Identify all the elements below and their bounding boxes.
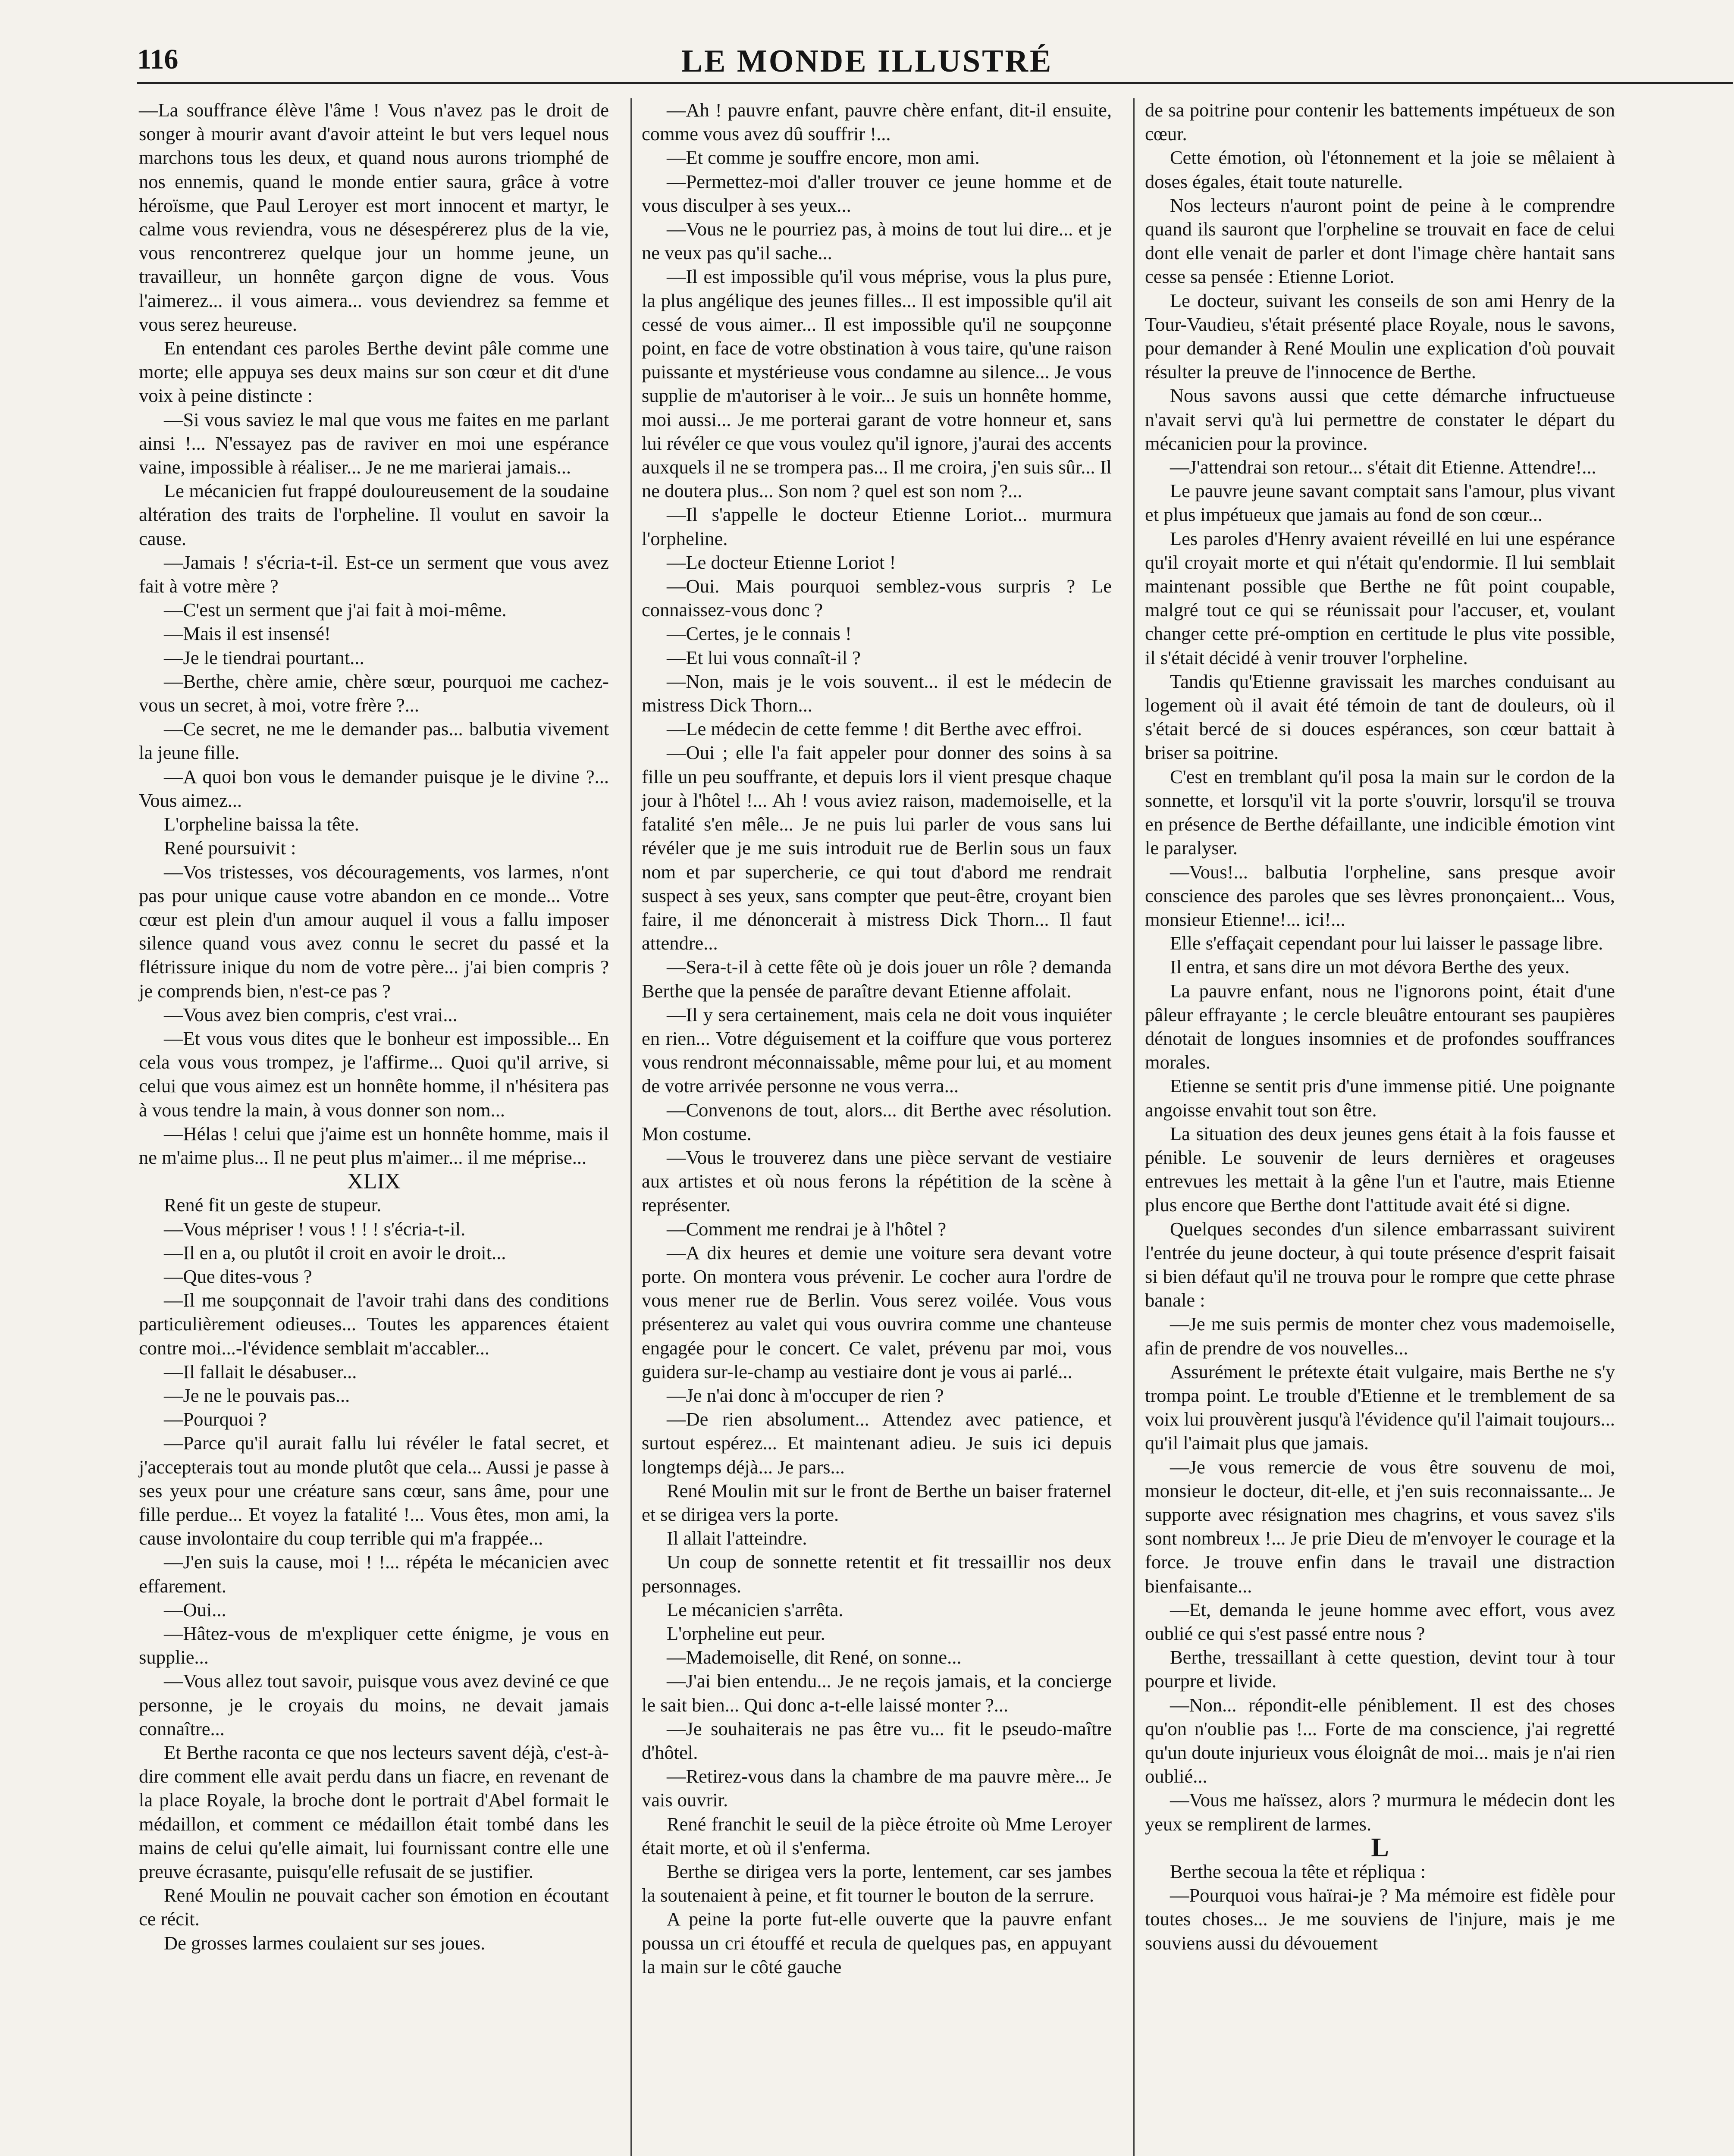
- paragraph: —Que dites-vous ?: [164, 1265, 312, 1287]
- paragraph: Un coup de sonnette retentit et fit tressaillir nos deux personnages.: [642, 1551, 1112, 1597]
- paragraph: —Vous me haïssez, alors ? murmura le médecin dont les yeux se remplirent de larmes.: [1145, 1789, 1615, 1835]
- paragraph: —Ce secret, ne me le demander pas... balbutia vivement la jeune fille.: [139, 718, 609, 764]
- paragraph: René Moulin mit sur le front de Berthe un baiser fraternel et se dirigea vers la porte.: [642, 1479, 1112, 1525]
- paragraph: —Vous avez bien compris, c'est vrai...: [164, 1003, 458, 1025]
- paragraph: —Oui. Mais pourquoi semblez-vous surpris ? Le connaissez-vous donc ?: [642, 575, 1112, 621]
- column-rule: [1133, 98, 1135, 2156]
- paragraph: L'orpheline baissa la tête.: [164, 813, 359, 835]
- paragraph: De grosses larmes coulaient sur ses joues.: [164, 1932, 486, 1954]
- paragraph: —Vous allez tout savoir, puisque vous avez deviné ce que personne, je le croyais du moins, ne devait jamais connaître...: [139, 1670, 609, 1739]
- paragraph: L'orpheline eut peur.: [667, 1623, 825, 1644]
- paragraph: —Vos tristesses, vos découragements, vos larmes, n'ont pas pour unique cause votre abandon en ce monde... Votre cœur est plein d'un amour auquel il vous a fallu imposer silence quand vous avez connu le secret du passé et la flétrissure inique du nom de votre père... j'ai bien compris ? je comprends bien, n'est-ce pas ?: [139, 861, 609, 1002]
- paragraph: Il entra, et sans dire un mot dévora Berthe des yeux.: [1170, 956, 1570, 978]
- paragraph: Berthe, tressaillant à cette question, devint tour à tour pourpre et livide.: [1145, 1646, 1615, 1692]
- paragraph: —J'ai bien entendu... Je ne reçois jamais, et la concierge le sait bien... Qui donc a-t-elle laissé monter ?...: [642, 1670, 1112, 1716]
- paragraph: —Je me suis permis de monter chez vous mademoiselle, afin de prendre de vos nouvelles...: [1145, 1313, 1615, 1359]
- paragraph: René Moulin ne pouvait cacher son émotion en écoutant ce récit.: [139, 1884, 609, 1930]
- paragraph: —Et vous vous dites que le bonheur est impossible... En cela vous vous trompez, je l'affirme... Quoi qu'il arrive, si celui que vous aimez est un honnête homme, il n'hésitera pas à vous tendre la main, à vous donner son nom...: [139, 1027, 609, 1121]
- paragraph: —Il en a, ou plutôt il croit en avoir le droit...: [164, 1241, 506, 1263]
- paragraph: —Certes, je le connais !: [667, 623, 852, 645]
- paragraph: —Il fallait le désabuser...: [164, 1360, 357, 1382]
- paragraph: —Parce qu'il aurait fallu lui révéler le fatal secret, et j'accepterais tout au monde plutôt que cela... Aussi je passe à ses yeux pour une créature sans cœur, sans âme, pour une fille perdue... Et voyez la fatalité !... Vous êtes, mon ami, la cause involontaire du coup terrible qui m'a frappée...: [139, 1432, 609, 1549]
- chapter-heading: XLIX: [347, 1169, 401, 1194]
- paragraph: —Non... répondit-elle péniblement. Il est des choses qu'on n'oublie pas !... Forte de ma conscience, j'ai regretté qu'un doute injurieux vous éloignât de moi... mais je n'ai rien oublié...: [1145, 1694, 1615, 1787]
- paragraph: —Si vous saviez le mal que vous me faites en me parlant ainsi !... N'essayez pas de raviver en moi une espérance vaine, impossible à réaliser... Je ne me marierai jamais...: [139, 408, 609, 478]
- column-right: [1145, 98, 1615, 1955]
- paragraph: René poursuivit :: [164, 837, 296, 859]
- paragraph: Le pauvre jeune savant comptait sans l'amour, plus vivant et plus impétueux que jamais au fond de son cœur...: [1145, 480, 1615, 526]
- paragraph: —Je souhaiterais ne pas être vu... fit le pseudo-maître d'hôtel.: [642, 1717, 1112, 1764]
- paragraph: —J'en suis la cause, moi ! !... répéta le mécanicien avec effarement.: [139, 1551, 609, 1597]
- paragraph: —Mais il est insensé!: [164, 623, 331, 645]
- paragraph: —Pourquoi vous haïrai-je ? Ma mémoire est fidèle pour toutes choses... Je me souviens de l'injure, mais je me souviens aussi du dévouement: [1145, 1884, 1615, 1954]
- paragraph: Berthe secoua la tête et répliqua :: [1170, 1861, 1426, 1883]
- paragraph: —De rien absolument... Attendez avec patience, et surtout espérez... Et maintenant adieu. Je suis ici depuis longtemps déjà... Je pars...: [642, 1408, 1112, 1478]
- paragraph: —Vous mépriser ! vous ! ! ! s'écria-t-il.: [164, 1218, 466, 1240]
- paragraph: —J'attendrai son retour... s'était dit Etienne. Attendre!...: [1170, 456, 1596, 478]
- paragraph: —A dix heures et demie une voiture sera devant votre porte. On montera vous prévenir. Le cocher aura l'ordre de vous mener rue de Berlin. Vous serez voilée. Vous vous présenterez au valet qui vous ouvrira comme une chanteuse engagée pour le concert. Ce valet, prévenu par moi, vous guidera sur-le-champ au vestiaire dont je vous ai parlé...: [642, 1241, 1112, 1382]
- paragraph: —Permettez-moi d'aller trouver ce jeune homme et de vous disculper à ses yeux...: [642, 170, 1112, 216]
- paragraph: —Convenons de tout, alors... dit Berthe avec résolution. Mon costume.: [642, 1099, 1112, 1144]
- paragraph: A peine la porte fut-elle ouverte que la pauvre enfant poussa un cri étouffé et recula de quelques pas, en appuyant la main sur le côté gauche: [642, 1908, 1112, 1977]
- paragraph: —Il me soupçonnait de l'avoir trahi dans des conditions particulièrement odieuses... Toutes les apparences étaient contre moi...-l'évidence semblait m'accabler...: [139, 1289, 609, 1359]
- paragraph: La situation des deux jeunes gens était à la fois fausse et pénible. Le souvenir de leurs dernières et orageuses entrevues les mettait à la gêne l'un et l'autre, mais Etienne plus encore que Berthe dont l'attitude avait été si digne.: [1145, 1122, 1615, 1216]
- paragraph: —Vous!... balbutia l'orpheline, sans presque avoir conscience des paroles que ses lèvres prononçaient... Vous, monsieur Etienne!... ici!...: [1145, 861, 1615, 930]
- paragraph: René franchit le seuil de la pièce étroite où Mme Leroyer était morte, et où il s'enferma.: [642, 1813, 1112, 1858]
- paragraph: —Je vous remercie de vous être souvenu de moi, monsieur le docteur, dit-elle, et j'en suis reconnaissante... Je supporte avec résignation mes chagrins, et vous savez s'ils sont nombreux !... Je prie Dieu de m'envoyer le courage et la force. Je trouve enfin dans le travail une distraction bienfaisante...: [1145, 1456, 1615, 1597]
- paragraph: Berthe se dirigea vers la porte, lentement, car ses jambes la soutenaient à peine, et fit tourner le bouton de la serrure.: [642, 1861, 1112, 1906]
- paragraph: —Le docteur Etienne Loriot !: [667, 551, 896, 573]
- paragraph: —Oui ; elle l'a fait appeler pour donner des soins à sa fille un peu souffrante, et depuis lors il vient presque chaque jour à l'hôtel !... Ah ! vous aviez raison, mademoiselle, et la fatalité s'en mêle... Je ne puis lui parler de vous sans lui révéler que je me suis introduit rue de Berlin sous un faux nom et par supercherie, ce qui tout d'abord me rendrait suspect à ses yeux, sans compter que peut-être, croyant bien faire, il me dénoncerait à mistress Dick Thorn... Il faut attendre...: [642, 742, 1112, 954]
- paragraph: Il allait l'atteindre.: [667, 1527, 807, 1549]
- paragraph: Quelques secondes d'un silence embarrassant suivirent l'entrée du jeune docteur, à qui toute présence d'esprit faisait si bien défaut qu'il ne trouva pour le rompre que cette phrase banale :: [1145, 1218, 1615, 1311]
- paragraph: Assurément le prétexte était vulgaire, mais Berthe ne s'y trompa point. Le trouble d'Etienne et le tremblement de sa voix lui prouvèrent jusqu'à l'évidence qu'il l'aimait toujours... qu'il l'aimait plus que jamais.: [1145, 1360, 1615, 1454]
- paragraph: —Mademoiselle, dit René, on sonne...: [667, 1646, 962, 1668]
- paragraph: Tandis qu'Etienne gravissait les marches conduisant au logement où il avait été témoin de tant de douleurs, où il s'était bercé de si douces espérances, son cœur battait à briser sa poitrine.: [1145, 670, 1615, 764]
- paragraph: —Comment me rendrai je à l'hôtel ?: [667, 1218, 947, 1240]
- paragraph: —La souffrance élève l'âme ! Vous n'avez pas le droit de songer à mourir avant d'avoir atteint le but vers lequel nous marchons tous les deux, et quand nous aurons triomphé de nos ennemis, quand le monde entier saura, grâce à votre héroïsme, que Paul Leroyer est mort innocent et martyr, le calme vous reviendra, vous ne désespérerez plus de la vie, vous rencontrerez quelque jour un homme jeune, un travailleur, un honnête garçon digne de vous. Vous l'aimerez... il vous aimera... vous deviendrez sa femme et vous serez heureuse.: [139, 99, 609, 335]
- paragraph: —Je n'ai donc à m'occuper de rien ?: [667, 1384, 944, 1406]
- paragraph: —Et lui vous connaît-il ?: [667, 646, 861, 668]
- paragraph: Nos lecteurs n'auront point de peine à le comprendre quand ils sauront que l'orpheline se trouvait en face de celui dont elle venait de parler et dont l'image chère hantait sans cesse sa pensée : Etienne Loriot.: [1145, 194, 1615, 288]
- column-rule: [630, 98, 632, 2156]
- column-left: [139, 98, 609, 1955]
- paragraph: —Berthe, chère amie, chère sœur, pourquoi me cachez-vous un secret, à moi, votre frère ?...: [139, 670, 609, 716]
- paragraph: —Oui...: [164, 1598, 226, 1620]
- paragraph: Nous savons aussi que cette démarche infructueuse n'avait servi qu'à lui permettre de constater le départ du mécanicien pour la province.: [1145, 385, 1615, 454]
- paragraph: —Ah ! pauvre enfant, pauvre chère enfant, dit-il ensuite, comme vous avez dû souffrir !...: [642, 99, 1112, 145]
- paragraph: —Et comme je souffre encore, mon ami.: [667, 147, 980, 169]
- paragraph: —Vous le trouverez dans une pièce servant de vestiaire aux artistes et où nous ferons la répétition de la scène à représenter.: [642, 1146, 1112, 1216]
- paragraph: Les paroles d'Henry avaient réveillé en lui une espérance qu'il croyait morte et qui n'était qu'endormie. Il lui semblait maintenant possible que Berthe ne fût point coupable, malgré tout ce qui se réunissait pour l'accuser, et, voulant changer cette pré-omption en certitude le plus vite possible, il s'était décidé à venir trouver l'orpheline.: [1145, 527, 1615, 668]
- page-number: 116: [137, 44, 179, 75]
- paragraph: —Je le tiendrai pourtant...: [164, 646, 364, 668]
- paragraph: —Sera-t-il à cette fête où je dois jouer un rôle ? demanda Berthe que la pensée de paraître devant Etienne affolait.: [642, 956, 1112, 1002]
- paragraph: C'est en tremblant qu'il posa la main sur le cordon de la sonnette, et lorsqu'il vit la porte s'ouvrir, lorsqu'il se trouva en présence de Berthe défaillante, une indicible émotion vint le paralyser.: [1145, 765, 1615, 859]
- column-middle: [642, 98, 1112, 1979]
- paragraph: En entendant ces paroles Berthe devint pâle comme une morte; elle appuya ses deux mains sur son cœur et dit d'une voix à peine distincte :: [139, 337, 609, 407]
- paragraph: Le mécanicien s'arrêta.: [667, 1598, 843, 1620]
- paragraph: Cette émotion, où l'étonnement et la joie se mêlaient à doses égales, était toute naturelle.: [1145, 147, 1615, 192]
- paragraph: —A quoi bon vous le demander puisque je le divine ?... Vous aimez...: [139, 765, 609, 811]
- paragraph: Elle s'effaçait cependant pour lui laisser le passage libre.: [1170, 932, 1603, 954]
- paragraph: Et Berthe raconta ce que nos lecteurs savent déjà, c'est-à-dire comment elle avait perdu dans un fiacre, en revenant de la place Royale, la broche dont le portrait d'Abel formait le médaillon, et comment ce médaillon était tombé dans les mains de celui qu'elle aimait, lui fournissant contre elle une preuve écrasante, puisqu'elle refusait de se justifier.: [139, 1742, 609, 1883]
- paragraph: —Je ne le pouvais pas...: [164, 1384, 350, 1406]
- paragraph: —Il s'appelle le docteur Etienne Loriot... murmura l'orpheline.: [642, 504, 1112, 549]
- masthead-title: LE MONDE ILLUSTRÉ: [681, 44, 1053, 79]
- chapter-heading: L: [1371, 1833, 1389, 1862]
- paragraph: Le mécanicien fut frappé douloureusement de la soudaine altération des traits de l'orpheline. Il voulut en savoir la cause.: [139, 480, 609, 549]
- paragraph: —Vous ne le pourriez pas, à moins de tout lui dire... et je ne veux pas qu'il sache...: [642, 218, 1112, 264]
- paragraph: René fit un geste de stupeur.: [164, 1194, 382, 1216]
- paragraph: de sa poitrine pour contenir les battements impétueux de son cœur.: [1145, 99, 1615, 145]
- paragraph: —Il y sera certainement, mais cela ne doit vous inquiéter en rien... Votre déguisement et la coiffure que vous porterez vous rendront méconnaissable, même pour lui, et au moment de votre arrivée personne ne vous verra...: [642, 1003, 1112, 1097]
- paragraph: —Et, demanda le jeune homme avec effort, vous avez oublié ce qui s'est passé entre nous ?: [1145, 1598, 1615, 1644]
- paragraph: Etienne se sentit pris d'une immense pitié. Une poignante angoisse envahit tout son être.: [1145, 1075, 1615, 1121]
- paragraph: —C'est un serment que j'ai fait à moi-même.: [164, 599, 507, 621]
- header-rule: [137, 82, 1733, 84]
- paragraph: —Il est impossible qu'il vous méprise, vous la plus pure, la plus angélique des jeunes filles... Il est impossible qu'il ait cessé de vous aimer... Il est impossible qu'il ne soupçonne point, en face de votre obstination à vous taire, qu'une raison puissante et mystérieuse vous condamne au silence... Je vous supplie de m'autoriser à le voir... Je suis un honnête homme, moi aussi... Je me porterai garant de votre honneur et, sans lui révéler ce que vous voulez qu'il ignore, j'aurai des accents auxquels il ne se trompera pas... Il me croira, j'en suis sûr... Il ne doutera plus... Son nom ? quel est son nom ?...: [642, 266, 1112, 502]
- paragraph: —Pourquoi ?: [164, 1408, 267, 1430]
- paragraph: —Jamais ! s'écria-t-il. Est-ce un serment que vous avez fait à votre mère ?: [139, 551, 609, 597]
- paragraph: —Le médecin de cette femme ! dit Berthe avec effroi.: [667, 718, 1082, 740]
- paragraph: La pauvre enfant, nous ne l'ignorons point, était d'une pâleur effrayante ; le cercle bleuâtre entourant ses paupières dénotait de longues insomnies et de profondes souffrances morales.: [1145, 980, 1615, 1073]
- paragraph: —Retirez-vous dans la chambre de ma pauvre mère... Je vais ouvrir.: [642, 1765, 1112, 1811]
- paragraph: Le docteur, suivant les conseils de son ami Henry de la Tour-Vaudieu, s'était présenté place Royale, nous le savons, pour demander à René Moulin une explication d'où pouvait résulter la preuve de l'innocence de Berthe.: [1145, 289, 1615, 383]
- paragraph: —Hélas ! celui que j'aime est un honnête homme, mais il ne m'aime plus... Il ne peut plus m'aimer... il me méprise...: [139, 1122, 609, 1168]
- paragraph: —Hâtez-vous de m'expliquer cette énigme, je vous en supplie...: [139, 1623, 609, 1668]
- paragraph: —Non, mais je le vois souvent... il est le médecin de mistress Dick Thorn...: [642, 670, 1112, 716]
